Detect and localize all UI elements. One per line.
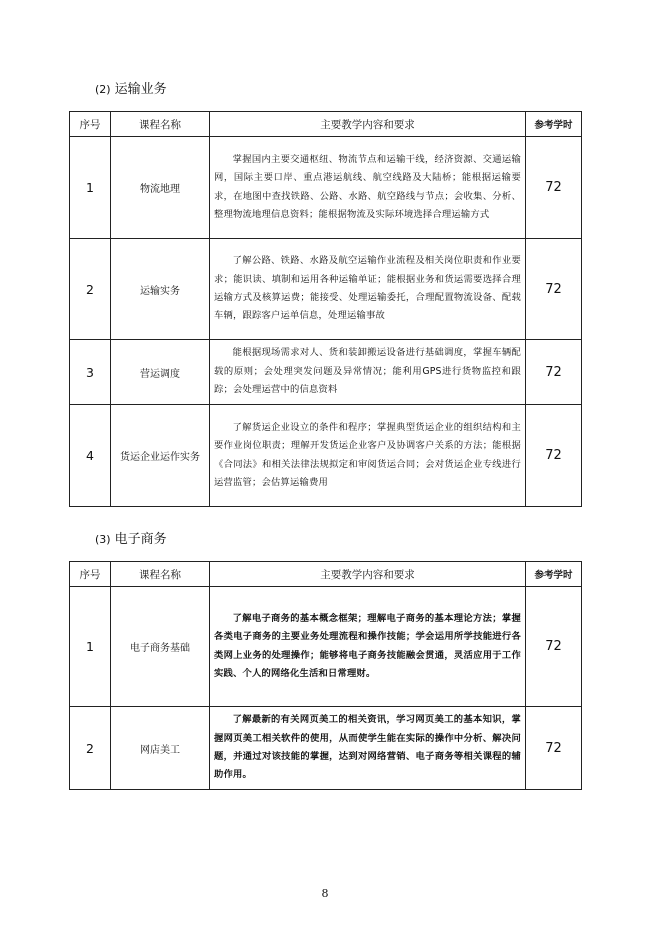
- transport-course-table: [69, 111, 582, 507]
- section-number: (3): [95, 533, 111, 546]
- row-index: 2: [70, 239, 111, 340]
- header-hours: 参考学时: [526, 112, 582, 137]
- row-hours: 72: [526, 340, 582, 405]
- header-index: 序号: [70, 562, 111, 587]
- row-content: 了解电子商务的基本概念框架；理解电子商务的基本理论方法；掌握各类电子商务的主要业务处理流程和操作技能；学会运用所学技能进行各类网上业务的处理操作；能够将电子商务技能融会贯通，灵活应用于工作实践、个人的网络化生活和日常理财。: [210, 587, 526, 707]
- section-heading: 运输业务: [114, 82, 167, 97]
- section-title-transport: [95, 78, 167, 97]
- row-index: 3: [70, 340, 111, 405]
- row-index: 1: [70, 587, 111, 707]
- row-hours: 72: [526, 239, 582, 340]
- header-index: 序号: [70, 112, 111, 137]
- row-content: 了解最新的有关网页美工的相关资讯，学习网页美工的基本知识，掌握网页美工相关软件的使用，从而使学生能在实际的操作中分析、解决问题，并通过对该技能的掌握，达到对网络营销、电子商务等相关课程的辅助作用。: [210, 707, 526, 790]
- table-row: [70, 405, 582, 507]
- row-hours: 72: [526, 137, 582, 239]
- row-content: 掌握国内主要交通枢纽、物流节点和运输干线，经济资源、交通运输网，国际主要口岸、重点港运航线、航空线路及大陆桥；能根据运输要求，在地图中查找铁路、公路、水路、航空路线与节点；会收集、分析、整理物流地理信息资料；能根据物流及实际环境选择合理运输方式: [210, 137, 526, 239]
- table-row: [70, 239, 582, 340]
- row-content: 了解公路、铁路、水路及航空运输作业流程及相关岗位职责和作业要求；能识读、填制和运用各种运输单证；能根据业务和货运需要选择合理运输方式及核算运费；能接受、处理运输委托，合理配置物流设备、配载车辆，跟踪客户运单信息，处理运输事故: [210, 239, 526, 340]
- ecommerce-course-table: [69, 561, 582, 790]
- table-row: [70, 340, 582, 405]
- header-hours: 参考学时: [526, 562, 582, 587]
- row-content: 了解货运企业设立的条件和程序；掌握典型货运企业的组织结构和主要作业岗位职责；理解开发货运企业客户及协调客户关系的方法；能根据《合同法》和相关法律法规拟定和审阅货运合同；会对货运企业专线进行运营监管；会估算运输费用: [210, 405, 526, 507]
- section-title-ecommerce: [95, 528, 167, 547]
- row-index: 1: [70, 137, 111, 239]
- page-number: 8: [321, 887, 329, 900]
- row-course: 物流地理: [111, 137, 210, 239]
- table-row: [70, 587, 582, 707]
- row-course: 网店美工: [111, 707, 210, 790]
- section-number: (2): [95, 83, 111, 96]
- row-course: 货运企业运作实务: [111, 405, 210, 507]
- header-content: 主要教学内容和要求: [210, 112, 526, 137]
- section-heading: 电子商务: [114, 532, 167, 547]
- table-header-row: [70, 112, 582, 137]
- row-content: 能根据现场需求对人、货和装卸搬运设备进行基础调度，掌握车辆配载的原则；会处理突发问题及异常情况；能利用GPS进行货物监控和跟踪；会处理运营中的信息资料: [210, 340, 526, 405]
- header-course: 课程名称: [111, 562, 210, 587]
- header-course: 课程名称: [111, 112, 210, 137]
- table-row: [70, 137, 582, 239]
- row-index: 2: [70, 707, 111, 790]
- row-course: 电子商务基础: [111, 587, 210, 707]
- row-hours: 72: [526, 405, 582, 507]
- header-content: 主要教学内容和要求: [210, 562, 526, 587]
- row-index: 4: [70, 405, 111, 507]
- row-course: 运输实务: [111, 239, 210, 340]
- row-hours: 72: [526, 587, 582, 707]
- table-row: [70, 707, 582, 790]
- row-course: 营运调度: [111, 340, 210, 405]
- table-header-row: [70, 562, 582, 587]
- row-hours: 72: [526, 707, 582, 790]
